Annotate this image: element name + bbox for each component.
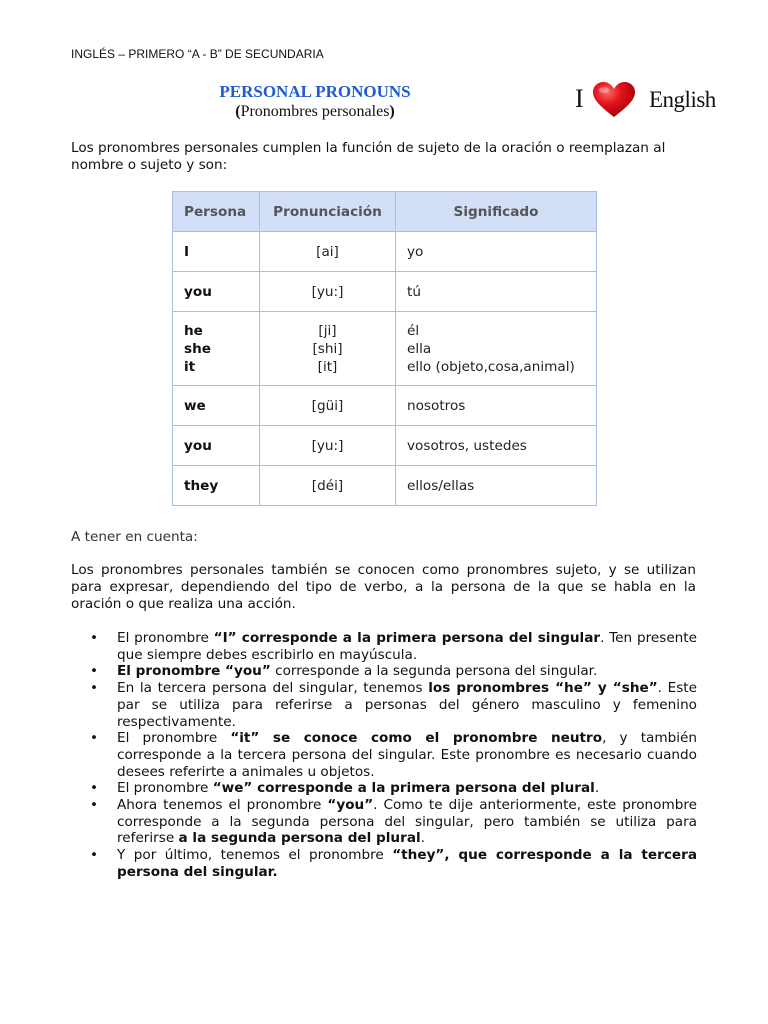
heart-icon <box>591 81 637 119</box>
i-love-english-logo <box>573 80 723 122</box>
intro-paragraph: Los pronombres personales cumplen la función de sujeto de la oración o reemplazan al nombre o sujeto y son: <box>71 140 666 173</box>
list-item <box>71 663 697 680</box>
cell-significado: vosotros, ustedes <box>396 426 597 466</box>
item-text: Ahora tenemos el pronombre <box>117 797 328 814</box>
pron-line: [it] <box>317 358 338 375</box>
sig-line: ello (objeto,cosa,animal) <box>407 358 575 375</box>
cell-pronunciacion: [ai] <box>260 232 396 272</box>
cell-significado: yo <box>396 232 597 272</box>
page-title: PERSONAL PRONOUNS <box>219 82 411 101</box>
list-item <box>71 730 697 780</box>
cell-significado: nosotros <box>396 386 597 426</box>
cell-significado: ellos/ellas <box>396 466 597 506</box>
item-text: El pronombre <box>117 630 214 646</box>
persona-line: it <box>184 358 196 375</box>
cell-pronunciacion: [yu:] <box>260 272 396 312</box>
subtitle-open-paren: ( <box>235 103 241 120</box>
item-bold: “we” corresponde a la primera persona del plural <box>212 780 595 797</box>
item-bold: “it” se conoce como el pronombre neutro <box>230 730 603 747</box>
list-item <box>71 780 697 797</box>
bullet-list <box>71 630 697 881</box>
table-row <box>173 386 597 426</box>
cell-persona: you <box>173 426 260 466</box>
item-text: . Este par se utiliza para referirse a personas del género masculino y femenino respectivamente. <box>117 680 697 730</box>
item-text: En la tercera persona del singular, tenemos <box>117 680 429 697</box>
cell-persona: we <box>173 386 260 426</box>
table-row <box>173 466 597 506</box>
cell-pronunciacion: [déi] <box>260 466 396 506</box>
item-bold: “they”, que corresponde a la tercera persona del singular. <box>117 847 697 880</box>
item-text: El pronombre <box>117 780 213 797</box>
header-significado: Significado <box>396 192 597 232</box>
logo-letter: I <box>575 84 584 113</box>
note-label: A tener en cuenta: <box>71 529 198 545</box>
item-text: . <box>420 830 425 847</box>
subtitle-close-paren: ) <box>389 103 395 120</box>
item-text: Y por último, tenemos el pronombre <box>117 847 393 864</box>
list-item <box>71 680 697 730</box>
table-row <box>173 232 597 272</box>
course-header: INGLÉS – PRIMERO “A - B” DE SECUNDARIA <box>71 47 324 61</box>
item-bold: “you” <box>327 797 374 814</box>
explanation-paragraph: Los pronombres personales también se conocen como pronombres sujeto, y se utilizan para expresar, dependiendo del tipo de verbo, a la persona de la que se habla en la oración o que realiza una acción. <box>71 562 696 612</box>
item-text: . Ten presente que siempre debes escribirlo en mayúscula. <box>117 630 697 663</box>
pron-line: [shi] <box>312 340 343 357</box>
item-bold: a la segunda persona del plural <box>178 830 421 847</box>
cell-persona <box>173 312 260 386</box>
cell-persona: I <box>173 232 260 272</box>
table-header-row <box>173 192 597 232</box>
table-row <box>173 312 597 386</box>
cell-pronunciacion <box>260 312 396 386</box>
cell-persona: you <box>173 272 260 312</box>
persona-line: he <box>184 322 203 339</box>
cell-significado <box>396 312 597 386</box>
item-text: . Como te dije anteriormente, este pronombre corresponde a la segunda persona del singular, pero también se utiliza para referirse <box>117 797 697 847</box>
header-persona: Persona <box>173 192 260 232</box>
item-bold: los pronombres “he” y “she” <box>428 680 658 697</box>
sig-line: ella <box>407 340 432 357</box>
logo-word: English <box>649 87 716 112</box>
table-row <box>173 272 597 312</box>
sig-line: él <box>407 322 420 339</box>
page-subtitle <box>170 103 460 121</box>
subtitle-text: Pronombres personales <box>240 103 390 120</box>
pron-line: [ji] <box>318 322 337 339</box>
item-text: corresponde a la segunda persona del singular. <box>270 663 598 680</box>
list-item <box>71 847 697 880</box>
item-text: El pronombre <box>117 730 231 747</box>
table-row <box>173 426 597 466</box>
item-bold: El pronombre “you” <box>117 663 271 680</box>
list-item <box>71 797 697 847</box>
item-text: , y también corresponde a la tercera persona del singular. Este pronombre es necesario cuando desees referirte a animales u objetos. <box>117 730 698 780</box>
item-bold: “I” corresponde a la primera persona del singular <box>213 630 601 646</box>
persona-line: she <box>184 340 211 357</box>
header-pronunciacion: Pronunciación <box>260 192 396 232</box>
cell-persona: they <box>173 466 260 506</box>
pronouns-table <box>172 191 597 506</box>
cell-pronunciacion: [güi] <box>260 386 396 426</box>
cell-pronunciacion: [yu:] <box>260 426 396 466</box>
cell-significado: tú <box>396 272 597 312</box>
list-item <box>71 630 697 663</box>
item-text: . <box>594 780 600 797</box>
